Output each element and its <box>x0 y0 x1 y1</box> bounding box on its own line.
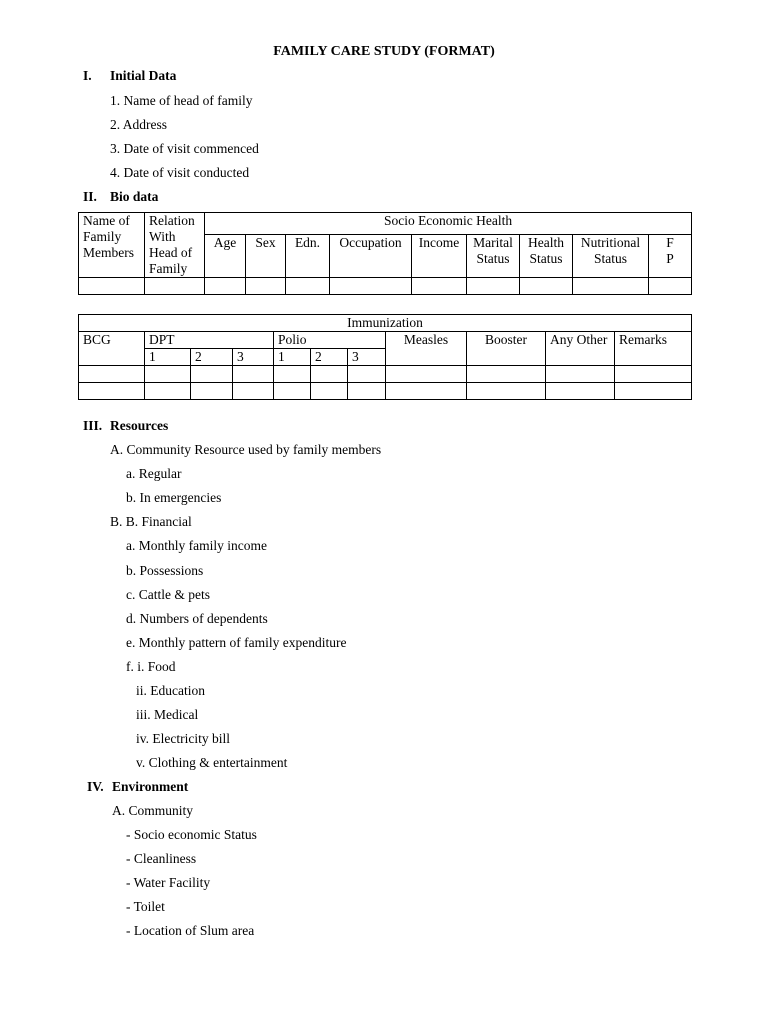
section-4-heading: Environment <box>112 779 189 794</box>
imm-header-polio: Polio <box>274 332 386 349</box>
bio-header-fp: F P <box>649 235 692 278</box>
bio-header-edn: Edn. <box>286 235 330 278</box>
expenditure-item: ii. Education <box>136 683 205 698</box>
bio-header-sex: Sex <box>246 235 286 278</box>
bio-header-occupation: Occupation <box>330 235 412 278</box>
bio-header-nutritional: Nutritional Status <box>573 235 649 278</box>
bio-header-income: Income <box>412 235 467 278</box>
bio-data-table <box>78 212 692 295</box>
dpt-dose-3: 3 <box>233 349 274 366</box>
community-label: A. Community <box>112 803 194 818</box>
expenditure-item: v. Clothing & entertainment <box>136 755 288 770</box>
financial-item: f. i. Food <box>126 659 176 674</box>
table-row <box>79 278 692 295</box>
initial-data-item: 4. Date of visit conducted <box>110 165 250 180</box>
imm-header-remarks: Remarks <box>615 332 692 366</box>
environment-item: - Water Facility <box>126 875 211 890</box>
environment-item: - Cleanliness <box>126 851 197 866</box>
community-resource-label: A. Community Resource used by family members <box>110 442 382 457</box>
imm-header-measles: Measles <box>386 332 467 366</box>
environment-item: - Location of Slum area <box>126 923 255 938</box>
bio-header-socio-economic: Socio Economic Health <box>205 213 692 235</box>
initial-data-item: 1. Name of head of family <box>110 93 253 108</box>
polio-dose-2: 2 <box>311 349 348 366</box>
financial-item: b. Possessions <box>126 563 204 578</box>
section-2-heading: Bio data <box>110 189 159 204</box>
dpt-dose-1: 1 <box>145 349 191 366</box>
environment-item: - Toilet <box>126 899 165 914</box>
financial-item: c. Cattle & pets <box>126 587 210 602</box>
expenditure-item: iii. Medical <box>136 707 199 722</box>
initial-data-item: 2. Address <box>110 117 167 132</box>
section-1-heading: Initial Data <box>110 68 177 83</box>
environment-item: - Socio economic Status <box>126 827 257 842</box>
bio-header-relation: Relation With Head of Family <box>145 213 205 278</box>
resource-item: a. Regular <box>126 466 182 481</box>
financial-label: B. B. Financial <box>110 514 192 529</box>
polio-dose-3: 3 <box>348 349 386 366</box>
section-2-numeral: II. <box>83 189 97 204</box>
section-4-numeral: IV. <box>87 779 104 794</box>
table-row <box>79 366 692 383</box>
imm-header-booster: Booster <box>467 332 546 366</box>
document-title: FAMILY CARE STUDY (FORMAT) <box>273 44 495 59</box>
financial-item: d. Numbers of dependents <box>126 611 268 626</box>
imm-header-dpt: DPT <box>145 332 274 349</box>
resource-item: b. In emergencies <box>126 490 222 505</box>
polio-dose-1: 1 <box>274 349 311 366</box>
table-row <box>79 383 692 400</box>
section-3-heading: Resources <box>110 418 169 433</box>
immunization-table <box>78 314 692 400</box>
imm-header-bcg: BCG <box>79 332 145 366</box>
bio-header-age: Age <box>205 235 246 278</box>
bio-header-health: Health Status <box>520 235 573 278</box>
immunization-header: Immunization <box>79 315 692 332</box>
financial-item: e. Monthly pattern of family expenditure <box>126 635 347 650</box>
section-3-numeral: III. <box>83 418 103 433</box>
initial-data-item: 3. Date of visit commenced <box>110 141 259 156</box>
imm-header-any-other: Any Other <box>546 332 615 366</box>
dpt-dose-2: 2 <box>191 349 233 366</box>
expenditure-item: iv. Electricity bill <box>136 731 230 746</box>
bio-header-marital: Marital Status <box>467 235 520 278</box>
financial-item: a. Monthly family income <box>126 538 267 553</box>
bio-header-name: Name of Family Members <box>79 213 145 278</box>
section-1-numeral: I. <box>83 68 92 83</box>
